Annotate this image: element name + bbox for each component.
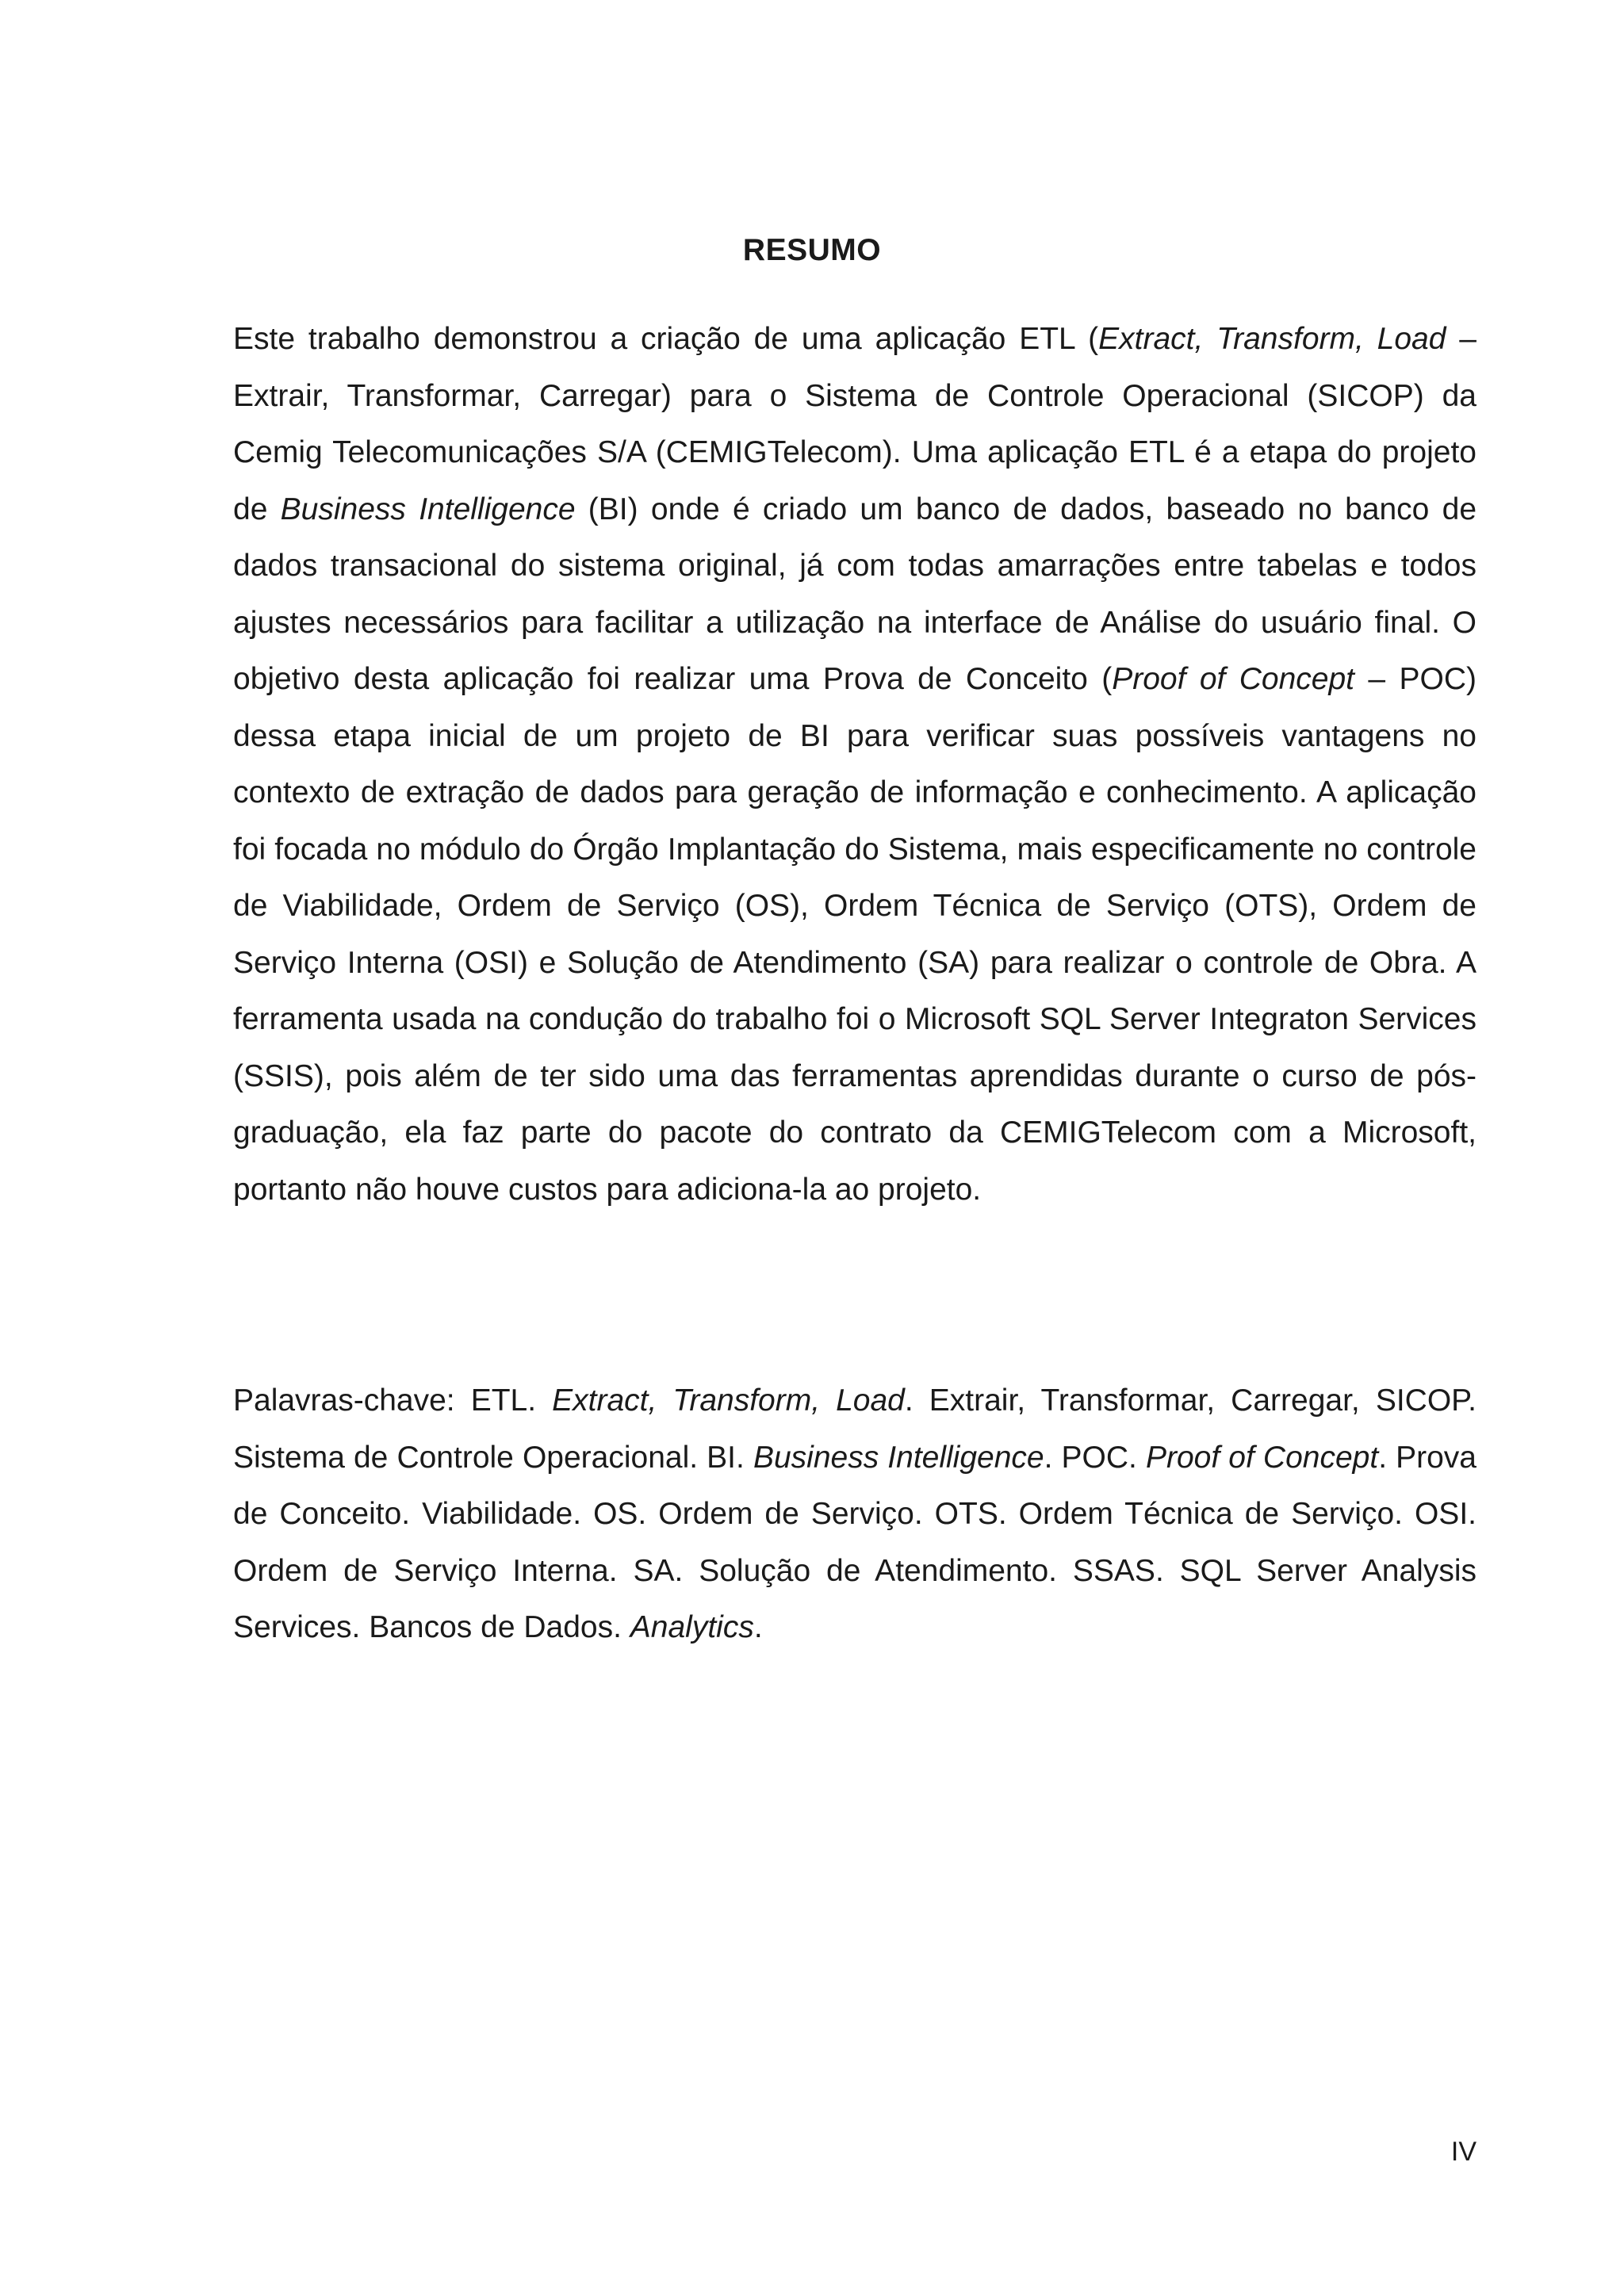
keywords-segment-italic: Extract, Transform, Load (552, 1383, 905, 1418)
keywords-segment: . Prova de Conceito. Viabilidade. OS. Ordem de Serviço. OTS. Ordem Técnica de Serviço. OSI. Ordem de Serviço Interna. SA. Solução de Atendimento. SSAS. SQL Server Analysis Services. Bancos de Dados. (233, 1440, 1477, 1644)
keywords-paragraph (233, 1372, 1477, 1656)
keywords-segment: Palavras-chave: ETL. (233, 1383, 553, 1418)
abstract-segment-italic: Business Intelligence (280, 492, 576, 526)
abstract-segment: Este trabalho demonstrou a criação de uma aplicação ETL ( (233, 322, 1099, 356)
keywords-segment: . (753, 1610, 763, 1644)
keywords-segment-italic: Analytics (630, 1610, 754, 1644)
keywords-segment: . POC. (1044, 1440, 1146, 1475)
page-number: IV (1450, 2137, 1477, 2167)
page-title: RESUMO (742, 233, 882, 267)
abstract-segment-italic: Extract, Transform, Load (1098, 322, 1446, 356)
keywords-segment-italic: Proof of Concept (1145, 1440, 1379, 1475)
abstract-segment: – Extrair, Transformar, Carregar) para o Sistema de Controle Operacional (SICOP) da Cemig Telecomunicações S/A (CEMIGTelecom). Uma aplicação ETL é a etapa do projeto de (233, 322, 1477, 526)
keywords-segment-italic: Business Intelligence (753, 1440, 1044, 1475)
keywords-segment: . Extrair, Transformar, Carregar, SICOP. Sistema de Controle Operacional. BI. (233, 1383, 1477, 1475)
abstract-segment: – POC) dessa etapa inicial de um projeto de BI para verificar suas possíveis vantagens no contexto de extração de dados para geração de informação e conhecimento. A aplicação foi focada no módulo do Órgão Implantação do Sistema, mais especificamente no controle de Viabilidade, Ordem de Serviço (OS), Ordem Técnica de Serviço (OTS), Ordem de Serviço Interna (OSI) e Solução de Atendimento (SA) para realizar o controle de Obra. A ferramenta usada na condução do trabalho foi o Microsoft SQL Server Integraton Services (SSIS), pois além de ter sido uma das ferramentas aprendidas durante o curso de pós-graduação, ela faz parte do pacote do contrato da CEMIGTelecom com a Microsoft, portanto não houve custos para adiciona-la ao projeto. (233, 662, 1477, 1207)
abstract-segment: (BI) onde é criado um banco de dados, baseado no banco de dados transacional do sistema original, já com todas amarrações entre tabelas e todos ajustes necessários para facilitar a utilização na interface de Análise do usuário final. O objetivo desta aplicação foi realizar uma Prova de Conceito ( (233, 492, 1477, 696)
abstract-paragraph (233, 311, 1477, 1218)
abstract-segment-italic: Proof of Concept (1112, 662, 1355, 696)
